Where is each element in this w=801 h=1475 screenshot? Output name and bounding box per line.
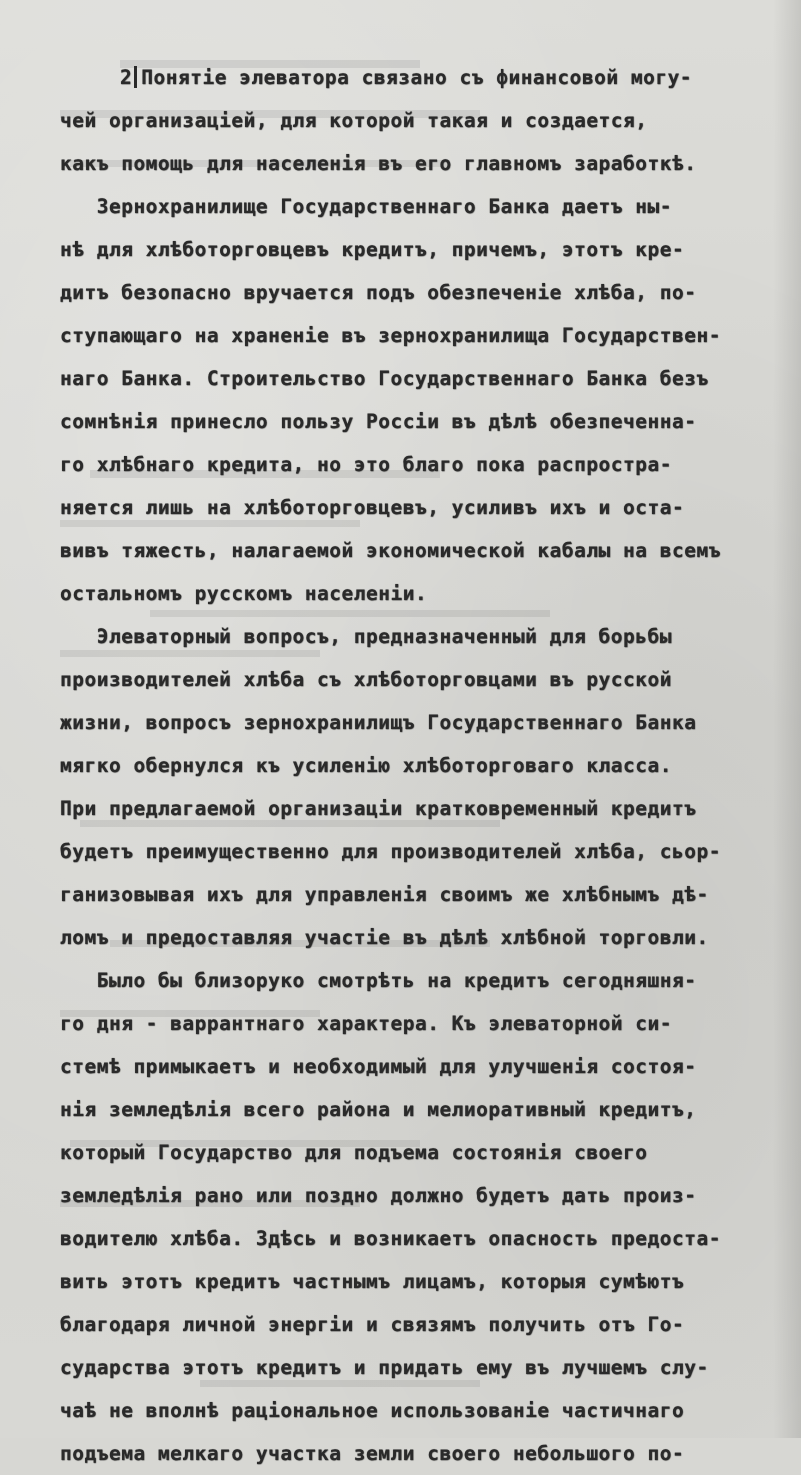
- text-line: наго Банка. Строительство Государственнаго Банка безъ: [60, 367, 709, 390]
- page-edge-shadow: [773, 0, 801, 1438]
- text-line: вить этотъ кредитъ частнымъ лицамъ, которыя сумѣютъ: [60, 1270, 685, 1293]
- text-line: чаѣ не вполнѣ раціональное использованіе частичнаго: [60, 1399, 685, 1422]
- text-line: го хлѣбнаго кредита, но это благо пока распростра-: [60, 453, 672, 476]
- text-line: вивъ тяжесть, налагаемой экономической кабалы на всемъ: [60, 539, 721, 562]
- text-line: ломъ и предоставляя участіе въ дѣлѣ хлѣбной торговли.: [60, 926, 709, 949]
- text-line: остальномъ русскомъ населеніи.: [60, 582, 428, 605]
- page-number: 2: [120, 66, 133, 89]
- text-line: стемѣ примыкаетъ и необходимый для улучшенія состоя-: [60, 1055, 697, 1078]
- page-number-rule: [134, 66, 137, 88]
- text-line: Зернохранилище Государственнаго Банка даетъ ны-: [60, 195, 672, 218]
- text-line: производителей хлѣба съ хлѣботорговцами въ русской: [60, 668, 672, 691]
- text-line: чей организаціей, для которой такая и создается,: [60, 109, 648, 132]
- text-line: какъ помощь для населенія въ его главномъ заработкѣ.: [60, 152, 697, 175]
- text-line: 2 Понятіе элеватора связано съ финансовой могу-: [120, 66, 693, 89]
- text-line: мягко обернулся къ усиленію хлѣботорговаго класса.: [60, 754, 672, 777]
- text-line: При предлагаемой организаціи кратковременный кредитъ: [60, 797, 697, 820]
- text-line: ступающаго на храненіе въ зернохранилища Государствен-: [60, 324, 721, 347]
- text-line: жизни, вопросъ зернохранилищъ Государственнаго Банка: [60, 711, 697, 734]
- text-line: Элеваторный вопросъ, предназначенный для борьбы: [60, 625, 672, 648]
- text-line: который Государство для подъема состоянія своего: [60, 1141, 648, 1164]
- text-line: сударства этотъ кредитъ и придать ему въ лучшемъ слу-: [60, 1356, 709, 1379]
- text-line: сомнѣнія принесло пользу Россіи въ дѣлѣ обезпеченна-: [60, 410, 697, 433]
- text-line: Было бы близоруко смотрѣть на кредитъ сегодняшня-: [60, 969, 697, 992]
- typed-text-body: [60, 56, 780, 1475]
- text-line: ганизовывая ихъ для управленія своимъ же хлѣбнымъ дѣ-: [60, 883, 709, 906]
- text-line: земледѣлія рано или поздно должно будетъ дать произ-: [60, 1184, 697, 1207]
- text-line: подъема мелкаго участка земли своего небольшого по-: [60, 1442, 685, 1465]
- text-line: водителю хлѣба. Здѣсь и возникаетъ опасность предоста-: [60, 1227, 721, 1250]
- text-line: няется лишь на хлѣботорговцевъ, усиливъ ихъ и оста-: [60, 496, 685, 519]
- text-line: дитъ безопасно вручается подъ обезпеченіе хлѣба, по-: [60, 281, 697, 304]
- text-line: нѣ для хлѣботорговцевъ кредитъ, причемъ, этотъ кре-: [60, 238, 685, 261]
- text-line: го дня - варрантнаго характера. Къ элеваторной си-: [60, 1012, 672, 1035]
- text-line: будетъ преимущественно для производителей хлѣба, сьор-: [60, 840, 721, 863]
- text-line: благодаря личной энергіи и связямъ получить отъ Го-: [60, 1313, 685, 1336]
- text-line: нія земледѣлія всего района и мелиоративный кредитъ,: [60, 1098, 697, 1121]
